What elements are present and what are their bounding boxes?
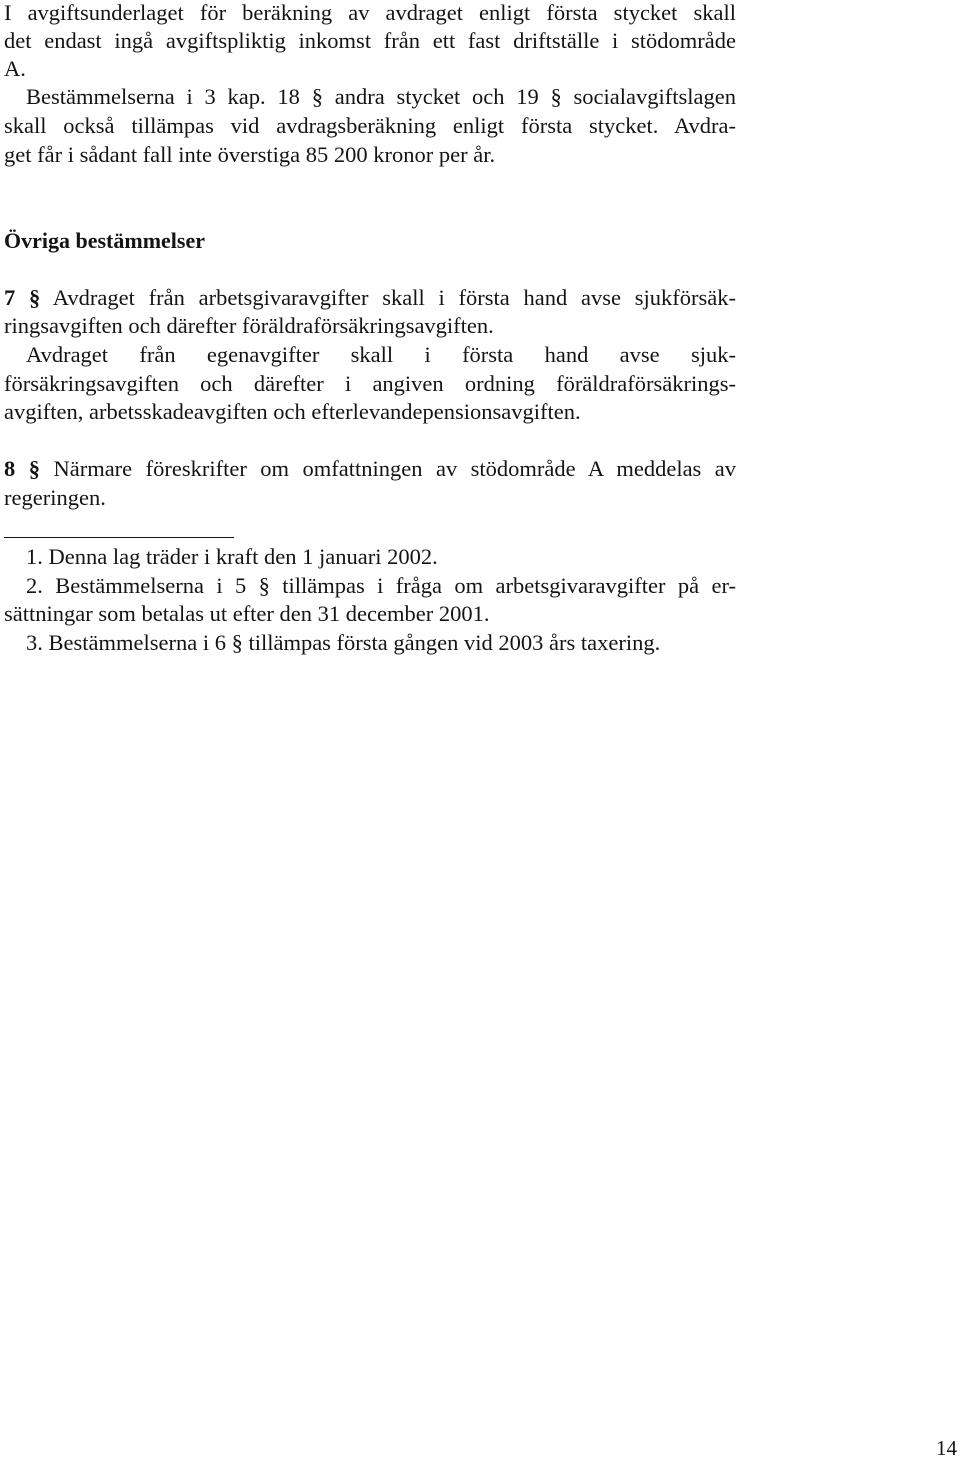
- section-7-line: avgiften, arbetsskadeavgiften och efterlevandepensionsavgiften.: [4, 399, 581, 424]
- body-line: Bestämmelserna i 3 kap. 18 § andra stycket och 19 § socialavgiftslagen: [26, 84, 736, 109]
- section-7-line: försäkringsavgiften och därefter i angiven ordning föräldraförsäkrings-: [4, 371, 736, 396]
- section-8-text: Närmare föreskrifter om omfattningen av stödområde A meddelas av: [53, 456, 736, 481]
- body-line: A.: [4, 56, 26, 81]
- body-line: I avgiftsunderlaget för beräkning av avdraget enligt första stycket skall: [4, 0, 736, 25]
- section-heading: Övriga bestämmelser: [4, 228, 205, 253]
- body-line: skall också tillämpas vid avdragsberäkning enligt första stycket. Avdra-: [4, 113, 736, 138]
- page-number: 14: [936, 1436, 957, 1460]
- transitional-line: 1. Denna lag träder i kraft den 1 januari 2002.: [26, 544, 438, 569]
- section-7-text: Avdraget från arbetsgivaravgifter skall i första hand avse sjukförsäk-: [52, 285, 736, 310]
- section-8-line-1: [4, 454, 736, 483]
- body-line: get får i sådant fall inte överstiga 85 200 kronor per år.: [4, 142, 496, 167]
- transitional-line: sättningar som betalas ut efter den 31 december 2001.: [4, 601, 490, 626]
- separator-rule: [4, 537, 234, 538]
- transitional-line: 3. Bestämmelserna i 6 § tillämpas första gången vid 2003 års taxering.: [26, 630, 661, 655]
- section-7-line: ringsavgiften och därefter föräldraförsäkringsavgiften.: [4, 313, 494, 338]
- section-7-number: 7 §: [4, 285, 41, 310]
- transitional-line: 2. Bestämmelserna i 5 § tillämpas i fråga om arbetsgivaravgifter på er-: [26, 573, 736, 598]
- section-7-line: Avdraget från egenavgifter skall i första hand avse sjuk-: [26, 342, 736, 367]
- section-7-line-1: [4, 283, 736, 312]
- section-8-line: regeringen.: [4, 485, 106, 510]
- body-line: det endast ingå avgiftspliktig inkomst från ett fast driftställe i stödområde: [4, 28, 736, 53]
- section-8-number: 8 §: [4, 456, 40, 481]
